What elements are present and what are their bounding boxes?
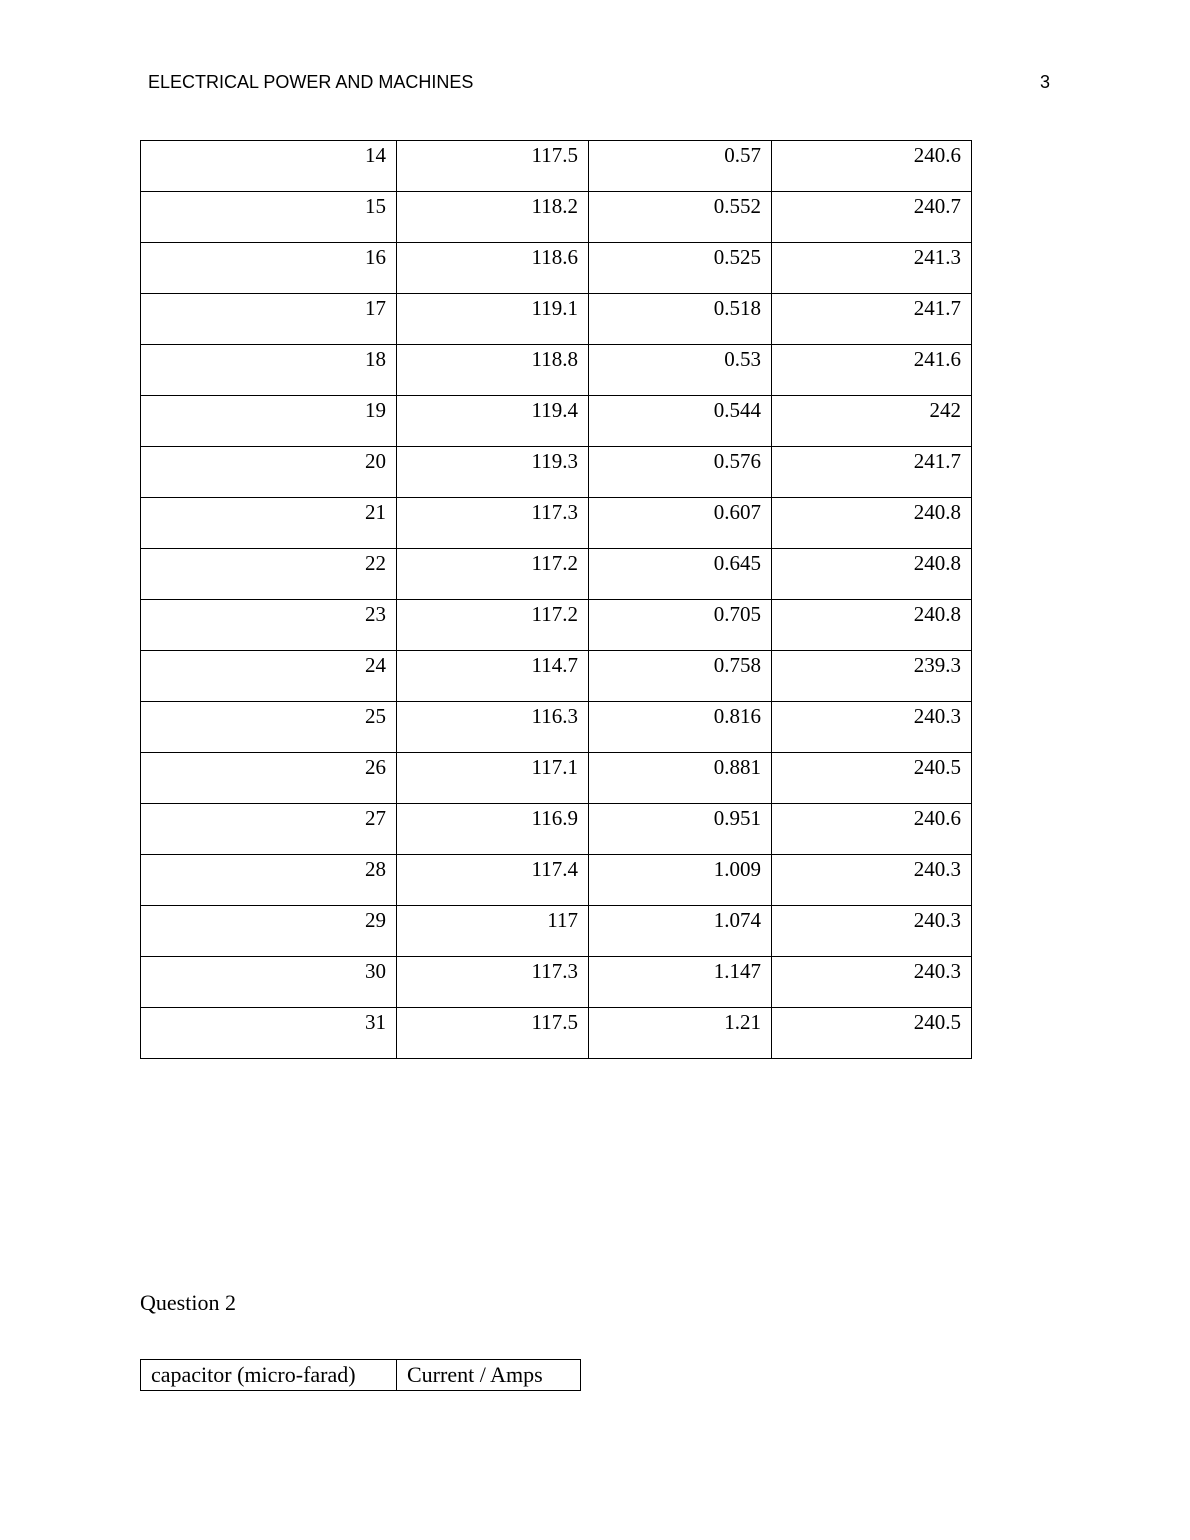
cell-value: 16 — [365, 245, 386, 269]
table-cell — [772, 243, 972, 294]
table-cell — [397, 498, 589, 549]
cell-value: 0.525 — [713, 245, 761, 269]
cell-value: 0.881 — [713, 755, 761, 779]
cell-value: 15 — [365, 194, 386, 218]
cell-value: 1.074 — [713, 908, 761, 932]
cell-value: 1.21 — [724, 1010, 761, 1034]
cell-value: 24 — [365, 653, 386, 677]
cell-value: 17 — [365, 296, 386, 320]
cell-value: 0.816 — [713, 704, 761, 728]
table-cell — [397, 447, 589, 498]
cell-value: 21 — [365, 500, 386, 524]
table-row — [141, 549, 972, 600]
measurements-table-body — [141, 141, 972, 1059]
table-cell — [141, 906, 397, 957]
table-cell — [397, 906, 589, 957]
table-cell — [141, 498, 397, 549]
table-cell — [589, 753, 772, 804]
question-2-header-row — [141, 1360, 581, 1391]
table-row — [141, 243, 972, 294]
table-cell — [772, 906, 972, 957]
cell-value: 241.3 — [913, 245, 961, 269]
cell-value: 117.4 — [531, 857, 578, 881]
cell-value: 18 — [365, 347, 386, 371]
table-cell — [772, 702, 972, 753]
cell-value: 117.2 — [531, 602, 578, 626]
table-cell — [397, 855, 589, 906]
cell-value: 240.7 — [913, 194, 961, 218]
table-cell — [589, 141, 772, 192]
table-cell — [141, 294, 397, 345]
table-cell — [397, 549, 589, 600]
cell-value: 0.53 — [724, 347, 761, 371]
table-row — [141, 141, 972, 192]
table-cell — [589, 447, 772, 498]
table-cell — [589, 906, 772, 957]
cell-value: 117 — [547, 908, 578, 932]
cell-value: 242 — [929, 398, 961, 422]
table-cell — [141, 192, 397, 243]
cell-value: 119.3 — [531, 449, 578, 473]
cell-value: 240.6 — [913, 143, 961, 167]
cell-value: 117.3 — [531, 959, 578, 983]
table-cell — [589, 651, 772, 702]
table-cell — [141, 855, 397, 906]
table-cell — [772, 498, 972, 549]
table-cell — [772, 855, 972, 906]
table-row — [141, 702, 972, 753]
table-cell — [772, 447, 972, 498]
table-cell — [589, 396, 772, 447]
question-2-heading: Question 2 — [140, 1290, 236, 1315]
cell-value: 241.7 — [913, 296, 961, 320]
table-row — [141, 600, 972, 651]
table-cell — [772, 345, 972, 396]
cell-value: 0.518 — [713, 296, 761, 320]
table-cell — [397, 1008, 589, 1059]
table-row — [141, 498, 972, 549]
cell-value: 19 — [365, 398, 386, 422]
cell-value: 28 — [365, 857, 386, 881]
cell-value: 14 — [365, 143, 386, 167]
cell-value: 29 — [365, 908, 386, 932]
column-header-current: Current / Amps — [397, 1360, 581, 1391]
table-row — [141, 855, 972, 906]
table-cell — [141, 549, 397, 600]
table-cell — [141, 141, 397, 192]
cell-value: 0.576 — [713, 449, 761, 473]
cell-value: 240.6 — [913, 806, 961, 830]
table-cell — [397, 702, 589, 753]
cell-value: 118.6 — [531, 245, 578, 269]
table-cell — [772, 651, 972, 702]
table-cell — [397, 141, 589, 192]
table-cell — [589, 1008, 772, 1059]
cell-value: 30 — [365, 959, 386, 983]
cell-value: 27 — [365, 806, 386, 830]
cell-value: 0.57 — [724, 143, 761, 167]
cell-value: 240.5 — [913, 755, 961, 779]
cell-value: 239.3 — [913, 653, 961, 677]
table-cell — [141, 600, 397, 651]
cell-value: 241.7 — [913, 449, 961, 473]
table-cell — [589, 243, 772, 294]
table-cell — [589, 702, 772, 753]
table-row — [141, 957, 972, 1008]
table-cell — [141, 651, 397, 702]
table-cell — [589, 345, 772, 396]
table-cell — [772, 753, 972, 804]
table-cell — [397, 243, 589, 294]
table-cell — [141, 753, 397, 804]
cell-value: 117.5 — [531, 143, 578, 167]
cell-value: 114.7 — [531, 653, 578, 677]
table-cell — [397, 804, 589, 855]
table-cell — [397, 957, 589, 1008]
cell-value: 0.607 — [713, 500, 761, 524]
table-cell — [397, 192, 589, 243]
cell-value: 25 — [365, 704, 386, 728]
table-cell — [397, 294, 589, 345]
table-cell — [141, 396, 397, 447]
table-row — [141, 804, 972, 855]
cell-value: 0.951 — [713, 806, 761, 830]
table-row — [141, 345, 972, 396]
cell-value: 240.8 — [913, 602, 961, 626]
table-cell — [141, 1008, 397, 1059]
cell-value: 240.8 — [913, 500, 961, 524]
table-cell — [397, 600, 589, 651]
table-cell — [141, 957, 397, 1008]
table-cell — [397, 651, 589, 702]
table-row — [141, 396, 972, 447]
question-2-table — [140, 1359, 581, 1391]
cell-value: 241.6 — [913, 347, 961, 371]
table-cell — [772, 957, 972, 1008]
table-cell — [397, 396, 589, 447]
table-cell — [589, 192, 772, 243]
cell-value: 240.3 — [913, 704, 961, 728]
table-cell — [141, 345, 397, 396]
table-cell — [589, 957, 772, 1008]
table-cell — [589, 600, 772, 651]
cell-value: 117.1 — [531, 755, 578, 779]
cell-value: 22 — [365, 551, 386, 575]
table-cell — [141, 243, 397, 294]
table-row — [141, 192, 972, 243]
cell-value: 0.758 — [713, 653, 761, 677]
table-cell — [589, 549, 772, 600]
cell-value: 240.5 — [913, 1010, 961, 1034]
table-cell — [589, 498, 772, 549]
table-cell — [772, 549, 972, 600]
cell-value: 31 — [365, 1010, 386, 1034]
table-cell — [141, 447, 397, 498]
table-row — [141, 753, 972, 804]
cell-value: 0.645 — [713, 551, 761, 575]
cell-value: 116.3 — [531, 704, 578, 728]
table-row — [141, 906, 972, 957]
cell-value: 117.2 — [531, 551, 578, 575]
cell-value: 0.705 — [713, 602, 761, 626]
cell-value: 1.147 — [713, 959, 761, 983]
cell-value: 117.5 — [531, 1010, 578, 1034]
table-row — [141, 651, 972, 702]
table-row — [141, 294, 972, 345]
table-cell — [589, 294, 772, 345]
cell-value: 240.3 — [913, 908, 961, 932]
cell-value: 240.3 — [913, 857, 961, 881]
table-cell — [589, 855, 772, 906]
table-cell — [397, 345, 589, 396]
cell-value: 117.3 — [531, 500, 578, 524]
table-row — [141, 447, 972, 498]
cell-value: 0.552 — [713, 194, 761, 218]
cell-value: 118.8 — [531, 347, 578, 371]
cell-value: 1.009 — [713, 857, 761, 881]
table-cell — [772, 396, 972, 447]
table-cell — [772, 294, 972, 345]
table-cell — [141, 804, 397, 855]
cell-value: 20 — [365, 449, 386, 473]
table-cell — [772, 804, 972, 855]
table-cell — [772, 141, 972, 192]
cell-value: 0.544 — [713, 398, 761, 422]
table-cell — [589, 804, 772, 855]
page-number: 3 — [1039, 72, 1050, 92]
table-cell — [772, 1008, 972, 1059]
cell-value: 118.2 — [531, 194, 578, 218]
table-cell — [772, 192, 972, 243]
table-cell — [397, 753, 589, 804]
cell-value: 240.3 — [913, 959, 961, 983]
table-row — [141, 1008, 972, 1059]
cell-value: 240.8 — [913, 551, 961, 575]
running-header-title: ELECTRICAL POWER AND MACHINES — [148, 72, 474, 92]
table-cell — [141, 702, 397, 753]
column-header-capacitor: capacitor (micro-farad) — [141, 1360, 397, 1391]
cell-value: 119.4 — [531, 398, 578, 422]
cell-value: 26 — [365, 755, 386, 779]
cell-value: 116.9 — [531, 806, 578, 830]
cell-value: 23 — [365, 602, 386, 626]
measurements-table — [140, 140, 972, 1059]
table-cell — [772, 600, 972, 651]
cell-value: 119.1 — [531, 296, 578, 320]
